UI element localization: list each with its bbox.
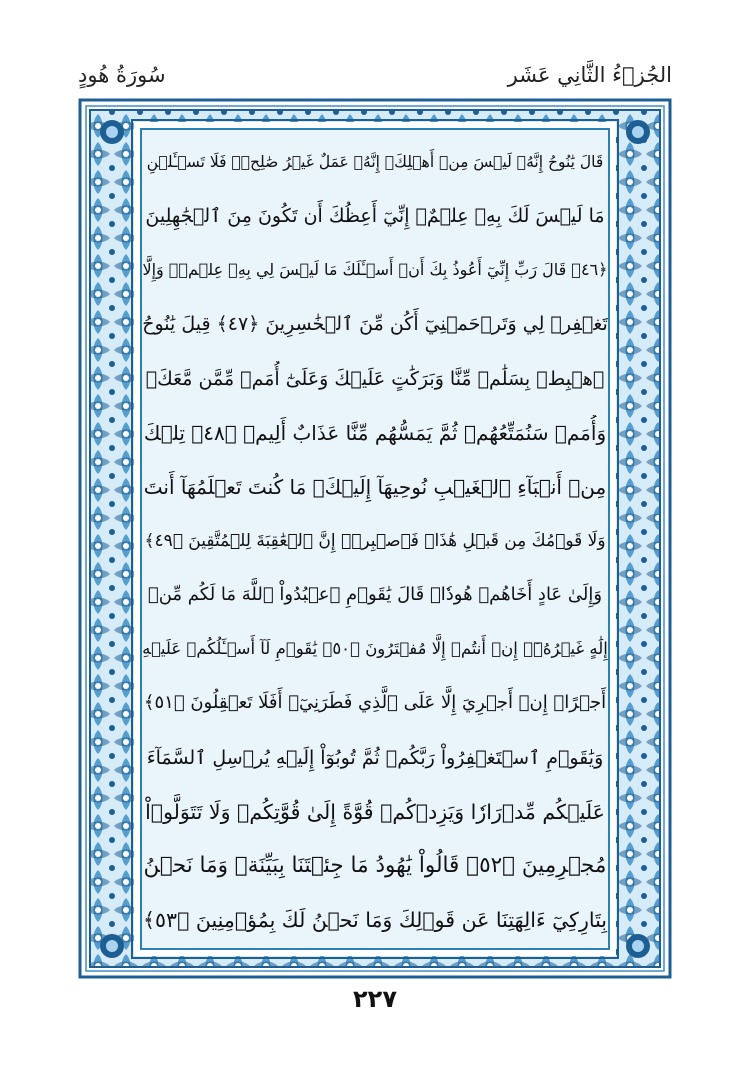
- verse-line: مَا لَيۡسَ لَكَ بِهِۦ عِلۡمٌۖ إِنِّيٓ أَعِظُكَ أَن تَكُونَ مِنَ ٱلۡجَٰهِلِينَ: [145, 205, 605, 228]
- verse-line: ٱهۡبِطۡ بِسَلَٰمٖ مِّنَّا وَبَرَكَٰتٍ عَلَيۡكَ وَعَلَىٰٓ أُمَمٖ مِّمَّن مَّعَكَۚ: [145, 367, 605, 390]
- verse-line: تَغۡفِرۡ لِي وَتَرۡحَمۡنِيٓ أَكُن مِّنَ ٱلۡخَٰسِرِينَ ﴿٤٧﴾ قِيلَ يَٰنُوحُ: [142, 313, 608, 336]
- verse-line: وَلَا قَوۡمُكَ مِن قَبۡلِ هَٰذَاۖ فَٱصۡبِرۡۖ إِنَّ ٱلۡعَٰقِبَةَ لِلۡمُتَّقِينَ ﴿٤٩﴾: [144, 530, 606, 551]
- verse-line: ﴿٤٦﴾ قَالَ رَبِّ إِنِّيٓ أَعُوذُ بِكَ أَنۡ أَسۡـَٔلَكَ مَا لَيۡسَ لِي بِهِۦ عِلۡمٞۖ وَإِلَّا: [142, 260, 608, 280]
- verse-line: قَالَ يَٰنُوحُ إِنَّهُۥ لَيۡسَ مِنۡ أَهۡلِكَۖ إِنَّهُۥ عَمَلٌ غَيۡرُ صَٰلِحٖۖ فَلَا تَسۡـَٔلۡنِ: [146, 153, 604, 171]
- verse-line: مِنۡ أَنۢبَآءِ ٱلۡغَيۡبِ نُوحِيهَآ إِلَيۡكَۖ مَا كُنتَ تَعۡلَمُهَآ أَنتَ: [143, 474, 607, 499]
- verse-line: عَلَيۡكُم مِّدۡرَارٗا وَيَزِدۡكُمۡ قُوَّةً إِلَىٰ قُوَّتِكُمۡ وَلَا تَتَوَلَّوۡاْ: [145, 799, 605, 824]
- verse-line: بِتَارِكِيٓ ءَالِهَتِنَا عَن قَوۡلِكَ وَمَا نَحۡنُ لَكَ بِمُؤۡمِنِينَ ﴿٥٣﴾: [143, 907, 607, 932]
- verse-line: أَجۡرًاۖ إِنۡ أَجۡرِيَ إِلَّا عَلَى ٱلَّذِي فَطَرَنِيٓۚ أَفَلَا تَعۡقِلُونَ ﴿٥١﴾: [143, 692, 607, 714]
- verse-line: إِلَٰهٍ غَيۡرُهُۥٓۖ إِنۡ أَنتُمۡ إِلَّا مُفۡتَرُونَ ﴿٥٠﴾ يَٰقَوۡمِ لَآ أَسۡـَٔلُكُمۡ عَلَيۡهِ: [142, 639, 608, 659]
- verse-line: وَإِلَىٰ عَادٍ أَخَاهُمۡ هُودٗاۚ قَالَ يَٰقَوۡمِ ٱعۡبُدُواْ ٱللَّهَ مَا لَكُم مِّنۡ: [147, 584, 603, 606]
- surah-title: سُورَةُ هُودٍ: [78, 63, 166, 87]
- verse-line: وَأُمَمٞ سَنُمَتِّعُهُمۡ ثُمَّ يَمَسُّهُم مِّنَّا عَذَابٌ أَلِيمٞ ﴿٤٨﴾ تِلۡكَ: [143, 420, 607, 445]
- verse-panel: [140, 128, 610, 950]
- verse-line: مُجۡرِمِينَ ﴿٥٢﴾ قَالُواْ يَٰهُودُ مَا جِئۡتَنَا بِبَيِّنَةٖ وَمَا نَحۡنُ: [143, 852, 607, 878]
- verse-line: وَيَٰقَوۡمِ ٱسۡتَغۡفِرُواْ رَبَّكُمۡ ثُمَّ تُوبُوٓاْ إِلَيۡهِ يُرۡسِلِ ٱلسَّمَآءَ: [146, 746, 604, 769]
- page-number: ٢٢٧: [353, 985, 397, 1013]
- juz-title: الجُزۡءُ الثَّانِي عَشَر: [507, 63, 672, 87]
